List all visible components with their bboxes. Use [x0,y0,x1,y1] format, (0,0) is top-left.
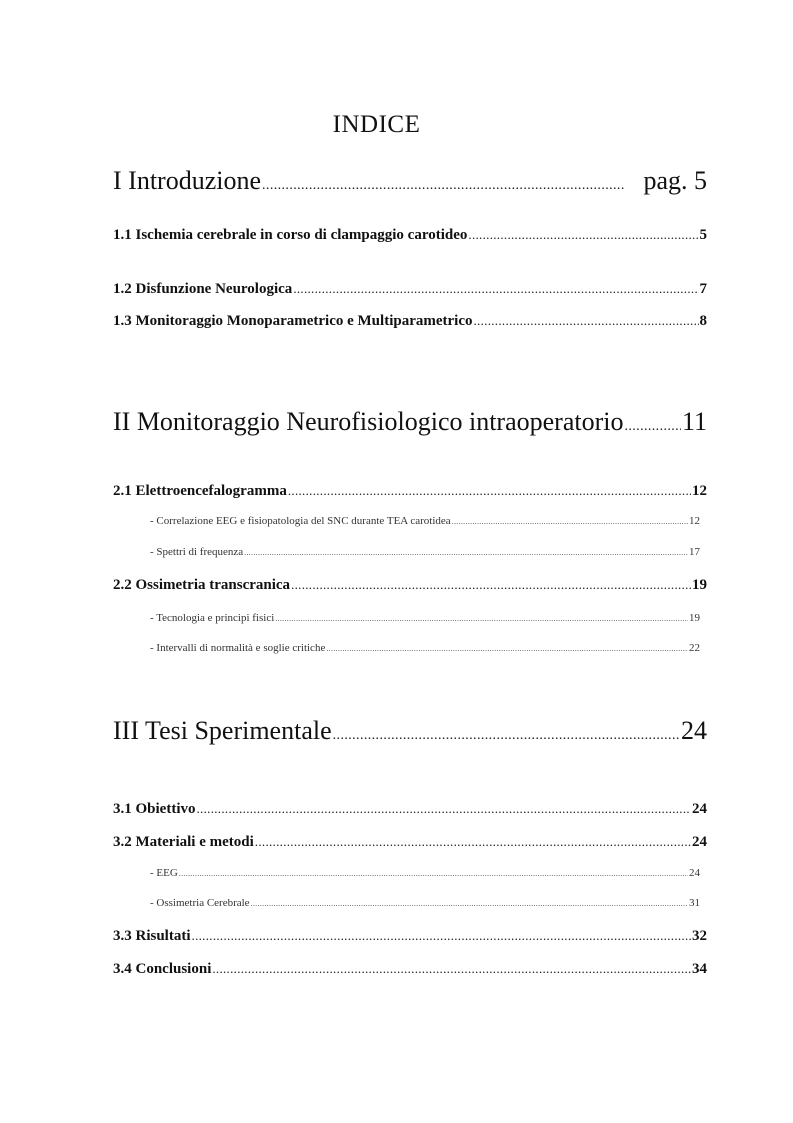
toc-entry-page: pag. 5 [643,166,707,195]
toc-entry-label: II Monitoraggio Neurofisiologico intraoperatorio [113,407,624,436]
toc-entry-page: 19 [689,612,700,624]
toc-entry-label: - Intervalli di normalità e soglie critiche [150,642,326,654]
dot-leader [624,419,680,435]
toc-entry-page: 17 [689,546,700,558]
toc-chapter [113,166,707,196]
toc-section [113,801,707,818]
toc-subsection [150,515,700,527]
toc-entry-page: 12 [689,515,700,527]
toc-entry-page: 24 [692,834,707,850]
toc-section [113,483,707,500]
dot-leader [326,644,688,653]
toc-entry-page: 24 [692,801,707,817]
toc-section [113,928,707,945]
toc-entry-page: 31 [689,897,700,909]
toc-entry-page: 24 [689,867,700,879]
dot-leader [468,227,698,243]
dot-leader [474,313,699,329]
toc-section [113,313,707,330]
toc-chapter [113,407,707,437]
toc-subsection [150,642,700,654]
toc-entry-label: - EEG [150,867,178,879]
dot-leader [291,577,691,593]
toc-entry-page: 32 [692,928,707,944]
dot-leader [452,517,688,526]
toc-entry-label: - Correlazione EEG e fisiopatologia del SNC durante TEA carotidea [150,515,451,527]
toc-entry-label: - Tecnologia e principi fisici [150,612,275,624]
dot-leader [262,178,624,194]
dot-leader [288,483,691,499]
toc-entry-page: 34 [692,961,707,977]
toc-entry-page: 24 [681,716,707,745]
toc-entry-label: - Spettri di frequenza [150,546,244,558]
toc-entry-page: 19 [692,577,707,593]
dot-leader [192,928,691,944]
dot-leader [197,801,692,817]
toc-section [113,281,707,298]
toc-entry-label: I Introduzione [113,166,262,195]
dot-leader [179,869,688,878]
dot-leader [244,548,688,557]
toc-section [113,961,707,978]
toc-entry-label: 3.2 Materiali e metodi [113,834,254,850]
toc-entry-label: III Tesi Sperimentale [113,716,332,745]
toc-entry-page: 11 [681,407,707,436]
dot-leader [293,281,698,297]
dot-leader [251,899,688,908]
toc-entry-page: 22 [689,642,700,654]
toc-entry-label: 3.4 Conclusioni [113,961,212,977]
dot-leader [333,728,680,744]
toc-section [113,577,707,594]
toc-subsection [150,867,700,879]
toc-chapter [113,716,707,746]
toc-subsection [150,612,700,624]
toc-subsection [150,897,700,909]
dot-leader [255,834,691,850]
toc-entry-label: 3.3 Risultati [113,928,191,944]
toc-entry-page: 7 [699,281,707,297]
dot-leader [275,614,688,623]
toc-entry-page: 12 [692,483,707,499]
toc-entry-label: 1.3 Monitoraggio Monoparametrico e Multiparametrico [113,313,473,329]
toc-entry-label: 1.2 Disfunzione Neurologica [113,281,293,297]
toc-entry-page: 5 [699,227,707,243]
toc-section [113,834,707,851]
toc-entry-label: 2.1 Elettroencefalogramma [113,483,287,499]
toc-entry-label: 1.1 Ischemia cerebrale in corso di clampaggio carotideo [113,227,468,243]
toc-entry-label: 2.2 Ossimetria transcranica [113,577,291,593]
toc-entry-label: 3.1 Obiettivo [113,801,196,817]
page-title: INDICE [332,110,421,138]
dot-leader [212,961,691,977]
toc-entry-label: - Ossimetria Cerebrale [150,897,250,909]
toc-section [113,227,707,244]
toc-entry-page: 8 [699,313,707,329]
toc-subsection [150,546,700,558]
